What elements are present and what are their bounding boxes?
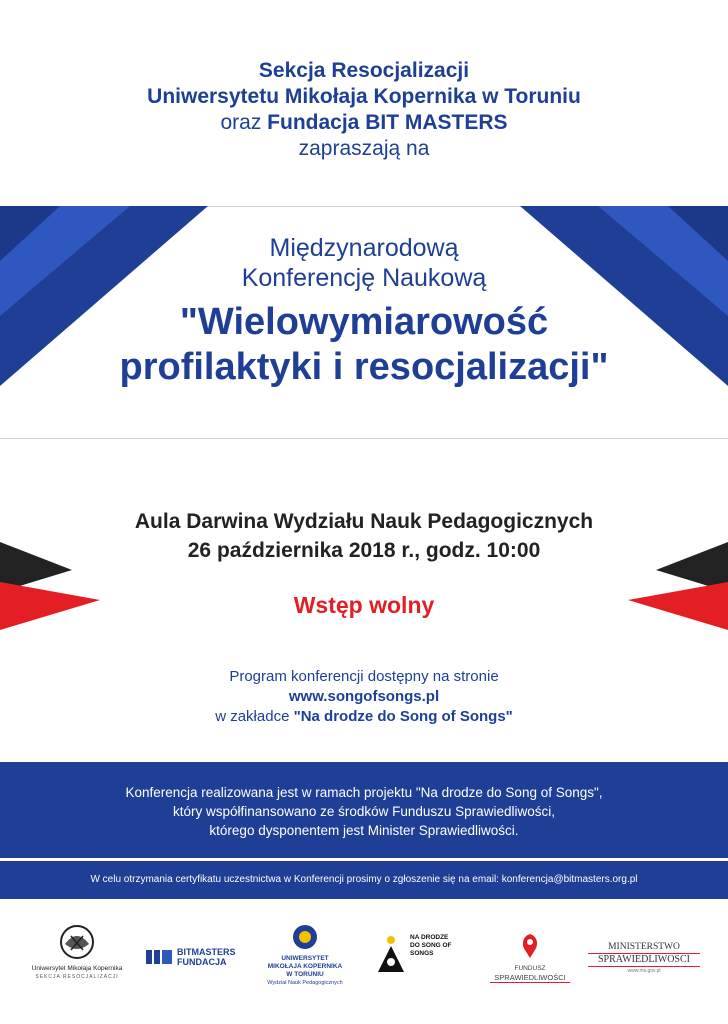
bitmasters-mark-icon <box>146 948 174 966</box>
conference-title-2: profilaktyki i resocjalizacji" <box>119 346 609 388</box>
program-line-3 <box>0 707 728 727</box>
umk-line-4: Wydział Nauk Pedagogicznych <box>267 980 343 986</box>
organizer-foundation: Fundacja BIT MASTERS <box>267 111 508 134</box>
bitmasters-line-2: FUNDACJA <box>177 957 227 967</box>
fundusz-eagle-icon <box>517 932 543 960</box>
event-details <box>0 507 728 565</box>
event-datetime: 26 października 2018 r., godz. 10:00 <box>187 539 541 562</box>
logo-bitmasters <box>146 948 241 967</box>
organizer-line-3-prefix: oraz <box>220 111 262 134</box>
ministerstwo-line-3: www.ms.gov.pl <box>627 968 661 974</box>
funding-line-3: którego dysponentem jest Minister Sprawiedliwości. <box>209 823 519 838</box>
funding-line-1: Konferencja realizowana jest w ramach projektu "Na drodze do Song of Songs", <box>125 785 603 800</box>
umk-line-2: MIKOŁAJA KOPERNIKA <box>267 963 343 970</box>
program-tab-name: "Na drodze do Song of Songs" <box>293 708 513 725</box>
umk-line-1: UNIWERSYTET <box>281 955 329 962</box>
ministerstwo-line-2: SPRAWIEDLIWOŚCI <box>588 953 700 967</box>
organizer-line-4: zapraszają na <box>298 137 430 160</box>
organizers-header <box>0 58 728 162</box>
funding-line-2: który współfinansowano ze środków Funduszu Sprawiedliwości, <box>173 804 555 819</box>
umk-line-3: W TORUNIU <box>286 971 324 978</box>
umk-section-line-2: SEKCJA RESOCJALIZACJI <box>35 974 119 980</box>
program-line-3-prefix: w zakładce <box>215 708 290 725</box>
certificate-text: W celu otrzymania certyfikatu uczestnictwa w Konferencji prosimy o zgłoszenie się na email: konferencja@bitmasters.org.pl <box>90 874 638 885</box>
ministerstwo-line-1: MINISTERSTWO <box>608 942 680 952</box>
conference-subtitle-2: Konferencję Naukową <box>241 264 487 292</box>
logo-umk-section <box>28 924 126 981</box>
logo-ministerstwo <box>588 942 700 976</box>
songofsongs-line-2: DO SONG OF SONGS <box>410 942 452 957</box>
program-info <box>0 667 728 727</box>
umk-section-emblem-icon <box>57 924 97 960</box>
organizer-line-1: Sekcja Resocjalizacji <box>258 59 470 82</box>
organizer-line-3 <box>0 110 728 136</box>
umk-sun-icon <box>292 924 318 950</box>
logo-fundusz <box>490 932 570 983</box>
songofsongs-line-1: NA DRODZE <box>410 934 449 941</box>
bitmasters-line-1: BITMASTERS <box>177 947 236 957</box>
conference-title-1: "Wielowymiarowość <box>179 301 549 343</box>
logos-row <box>0 920 728 1020</box>
funding-text <box>0 783 728 840</box>
logo-songofsongs <box>376 934 472 976</box>
logo-umk <box>262 924 348 987</box>
fundusz-line-1: FUNDUSZ <box>514 965 546 972</box>
organizer-line-2: Uniwersytetu Mikołaja Kopernika w Toruniu <box>147 85 581 108</box>
program-line-1: Program konferencji dostępny na stronie <box>229 668 499 685</box>
free-entry-label: Wstęp wolny <box>293 592 435 618</box>
program-url: www.songofsongs.pl <box>288 688 440 705</box>
songofsongs-mark-icon <box>376 934 406 976</box>
event-place: Aula Darwina Wydziału Nauk Pedagogicznych <box>134 510 594 533</box>
fundusz-line-2: SPRAWIEDLIWOŚCI <box>490 973 570 983</box>
conference-title-block <box>0 233 728 389</box>
umk-section-line-1: Uniwersytet Mikołaja Kopernika <box>31 965 123 972</box>
conference-subtitle-1: Międzynarodową <box>269 234 459 262</box>
